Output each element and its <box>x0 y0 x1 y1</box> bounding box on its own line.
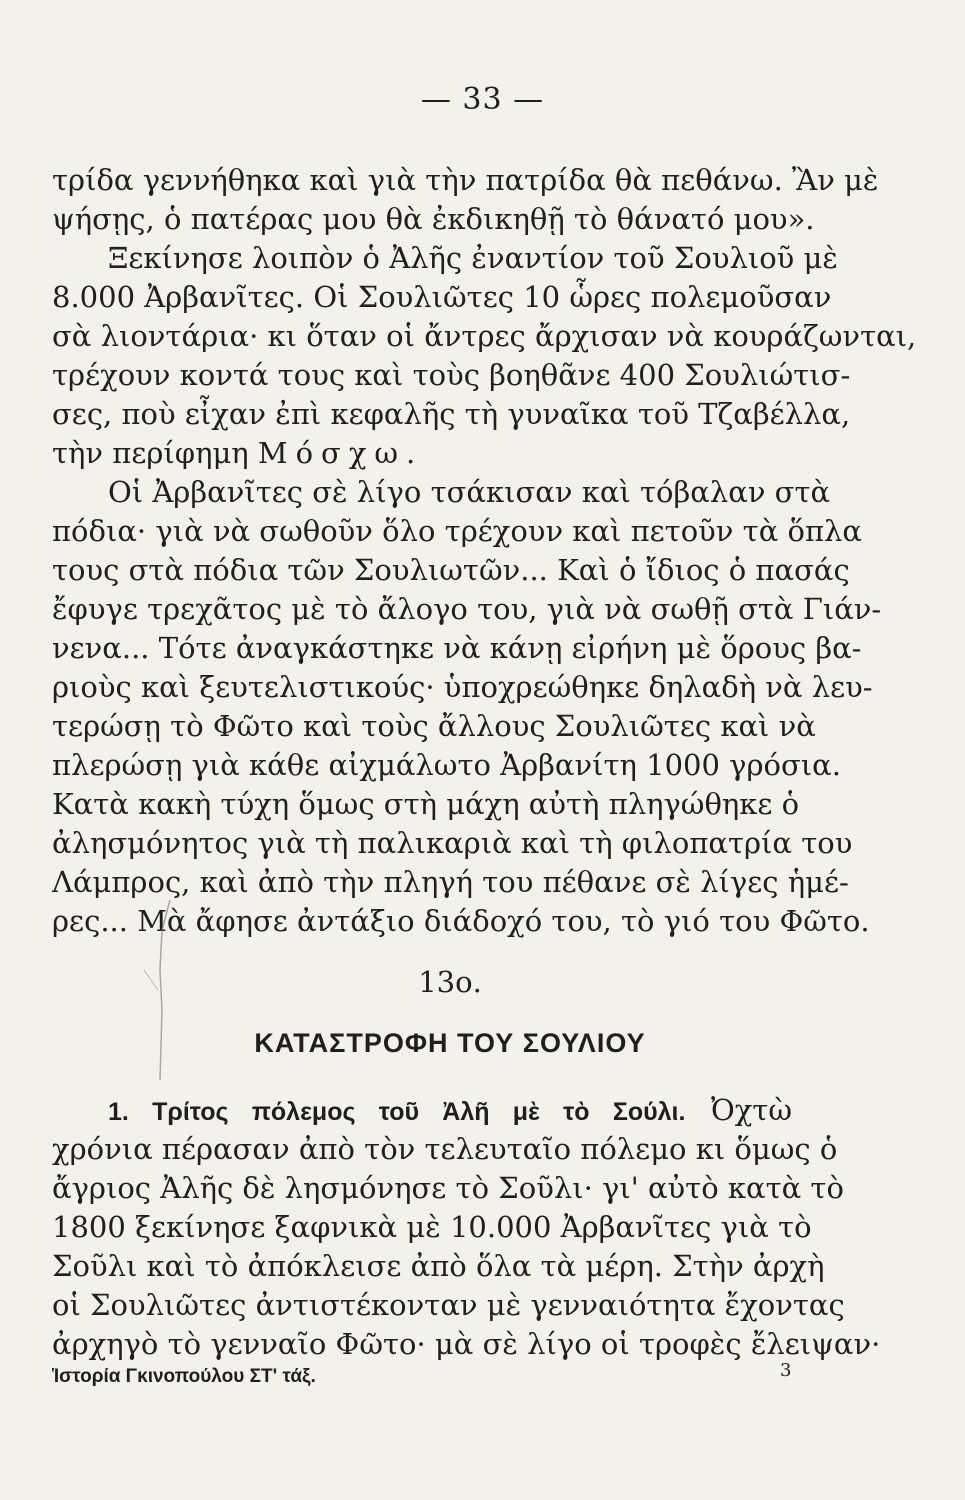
text-run: Ὀχτὼ <box>710 1093 792 1127</box>
text-line: νενα... Τότε ἀναγκάστηκε νὰ κάνῃ εἰρήνη μὲ ὅρους βα- <box>52 631 862 665</box>
text-line: τρίδα γεννήθηκα καὶ γιὰ τὴν πατρίδα θὰ πεθάνω. Ἂν μὲ <box>52 163 879 197</box>
text-line: 1800 ξεκίνησε ξαφνικὰ μὲ 10.000 Ἀρβανῖτες γιὰ τὸ <box>52 1210 812 1244</box>
text-line: 8.000 Ἀρβανῖτες. Οἱ Σουλιῶτες 10 ὧρες πολεμοῦσαν <box>52 280 832 314</box>
text-line: πόδια· γιὰ νὰ σωθοῦν ὅλο τρέχουν καὶ πετοῦν τὰ ὅπλα <box>52 514 862 548</box>
text-line: ψήσῃς, ὁ πατέρας μου θὰ ἐκδικηθῇ τὸ θάνατό μου». <box>52 202 815 236</box>
text-line: ἔφυγε τρεχᾶτος μὲ τὸ ἄλογο του, γιὰ νὰ σωθῇ στὰ Γιάν- <box>52 592 882 626</box>
text-line: ἀρχηγὸ τὸ γενναῖο Φῶτο· μὰ σὲ λίγο οἱ τροφὲς ἔλειψαν· <box>52 1327 881 1361</box>
footer-signature: Ἱστορία Γκινοπούλου ΣΤ' τάξ. <box>52 1366 316 1387</box>
text-line: πλερώσῃ γιὰ κάθε αἰχμάλωτο Ἀρβανίτη 1000 γρόσια. <box>52 748 841 782</box>
text-line: τερώσῃ τὸ Φῶτο καὶ τοὺς ἄλλους Σουλιῶτες καὶ νὰ <box>52 709 816 743</box>
text-line: Οἱ Ἀρβανῖτες σὲ λίγο τσάκισαν καὶ τόβαλαν στὰ <box>108 475 831 509</box>
text-line: ἀλησμόνητος γιὰ τὴ παλικαριὰ καὶ τὴ φιλοπατρία του <box>52 826 853 860</box>
text-line: Λάμπρος, καὶ ἀπὸ τὴν πληγή του πέθανε σὲ λίγες ἡμέ- <box>52 865 849 899</box>
text-run: τὴν περίφημη <box>52 436 258 470</box>
text-line: ἄγριος Ἀλῆς δὲ λησμόνησε τὸ Σοῦλι· γι' αὐτὸ κατὰ τὸ <box>52 1171 844 1205</box>
text-line: σες, ποὺ εἶχαν ἐπὶ κεφαλῆς τὴ γυναῖκα τοῦ Τζαβέλλα, <box>52 397 851 431</box>
page-number: — 33 — <box>420 82 545 117</box>
spaced-name: Μόσχω. <box>257 436 424 470</box>
section-title: ΚΑΤΑΣΤΡΟΦΗ ΤΟΥ ΣΟΥΛΙΟΥ <box>254 1028 646 1058</box>
text-line: τρέχουν κοντά τους καὶ τοὺς βοηθᾶνε 400 Σουλιώτισ- <box>52 358 851 392</box>
subsection-heading: 1. Τρίτος πόλεμος τοῦ Ἀλῆ μὲ τὸ Σούλι. <box>108 1098 686 1126</box>
text-line: σὰ λιοντάρια· κι ὅταν οἱ ἄντρες ἄρχισαν νὰ κουράζωνται, <box>52 319 917 353</box>
signature-mark: 3 <box>780 1360 792 1381</box>
text-line: τους στὰ πόδια τῶν Σουλιωτῶν... Καὶ ὁ ἴδιος ὁ πασάς <box>52 553 850 587</box>
text-line: Ξεκίνησε λοιπὸν ὁ Ἀλῆς ἐναντίον τοῦ Σουλιοῦ μὲ <box>108 241 838 275</box>
section-number: 13ο. <box>418 965 482 999</box>
text-line <box>52 433 792 473</box>
text-line: ρες... Μὰ ἄφησε ἀντάξιο διάδοχό του, τὸ γιό του Φῶτο. <box>52 904 870 938</box>
text-line: χρόνια πέρασαν ἀπὸ τὸν τελευταῖο πόλεμο κι ὅμως ὁ <box>52 1132 838 1166</box>
text-line: οἱ Σουλιῶτες ἀντιστέκονταν μὲ γενναιότητα ἔχοντας <box>52 1288 845 1322</box>
text-line <box>108 1090 792 1132</box>
text-line: Κατὰ κακὴ τύχη ὅμως στὴ μάχη αὐτὴ πληγώθηκε ὁ <box>52 787 800 821</box>
text-line: ριοὺς καὶ ξευτελιστικούς· ὑποχρεώθηκε δηλαδὴ νὰ λευ- <box>52 670 873 704</box>
text-line: Σοῦλι καὶ τὸ ἀπόκλεισε ἀπὸ ὅλα τὰ μέρη. Στὴν ἀρχὴ <box>52 1249 825 1283</box>
